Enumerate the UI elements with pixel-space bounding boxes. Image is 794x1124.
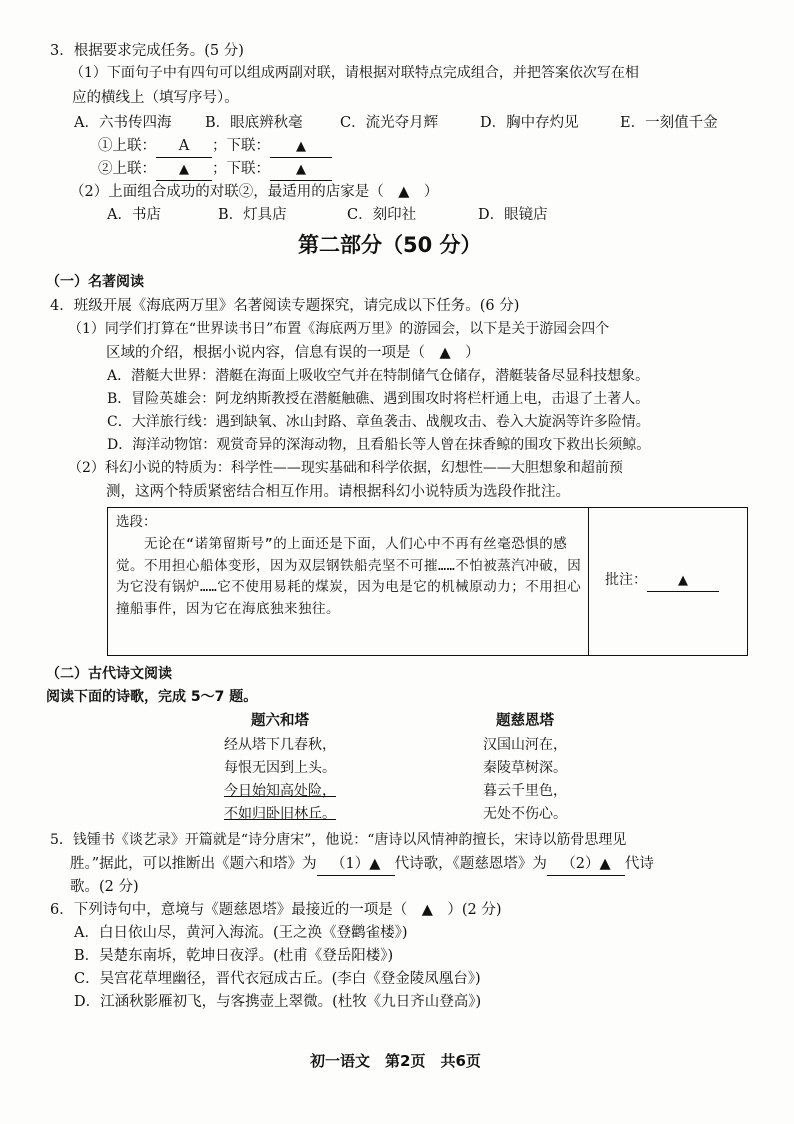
q3-sub2-option-b: B．灯具店 [218,207,287,223]
poem-cien-line: 无处不伤心。 [483,806,567,823]
q6-option-d: D．江涵秋影雁初飞，与客携壶上翠微。(杜牧《九日齐山登高》) [74,994,482,1010]
q5-text-c: 代诗 [624,856,654,872]
annotation-label: 批注： [605,572,647,588]
poem-liuhe-line: 今日始知高处险， [224,783,336,800]
excerpt-table [107,507,748,656]
q5-text-b: 代诗歌，《题慈恩塔》为 [394,856,547,872]
annotation-blank[interactable]: ▲ [647,571,719,592]
q3-stem: 3．根据要求完成任务。(5 分) [50,43,244,59]
q4-1-line2: 区域的介绍，根据小说内容，信息有误的一项是（ ▲ ） [106,345,480,361]
q3-option-c: C．流光夺月辉 [340,115,439,131]
poem-cien-line: 暮云千里色， [483,783,567,800]
pair2-upper-label: ②上联： [98,161,156,177]
q3-sub1-line2: 应的横线上（填写序号）。 [72,90,239,106]
q4-stem: 4．班级开展《海底两万里》名著阅读专题探究，请完成以下任务。(6 分) [50,298,520,314]
q3-pair2 [98,158,332,181]
q3-option-e: E．一刻值千金 [620,115,718,131]
poem-cien [470,710,580,826]
table-divider [588,508,589,655]
q5-line2 [70,853,654,876]
pair1-lower-label: ；下联： [212,138,270,154]
q6-option-c: C．吴宫花草埋幽径，晋代衣冠成古丘。(李白《登金陵凤凰台》) [74,971,481,987]
q4-1-option-a: A．潜艇大世界：潜艇在海面上吸收空气并在特制储气仓储存，潜艇装备尽显科技想象。 [107,368,650,384]
q3-option-a: A．六书传四海 [74,115,172,131]
q3-sub2-option-d: D．眼镜店 [478,207,548,223]
q5-line1: 5．钱锺书《谈艺录》开篇就是“诗分唐宋”，他说：“唐诗以风情神韵擅长，宋诗以筋骨思理见 [50,832,627,848]
poem-liuhe-line: 不如归卧旧林丘。 [224,806,336,823]
q5-blank-2[interactable]: （2）▲ [547,853,625,876]
q5-line3: 歌。(2 分) [70,879,139,895]
q3-option-d: D．胸中存灼见 [480,115,579,131]
q4-1-option-b: B．冒险英雄会：阿龙纳斯教授在潜艇触礁、遇到围攻时将栏杆通上电，击退了土著人。 [107,391,650,407]
q6-option-b: B．吴楚东南坼，乾坤日夜浮。(杜甫《登岳阳楼》) [74,948,394,964]
annotation-cell [605,570,719,592]
q4-1-line1: （1）同学们打算在“世界读书日”布置《海底两万里》的游园会，以下是关于游园会四个 [68,321,610,337]
q4-1-option-d: D．海洋动物馆：观赏奇异的深海动物，且看船长等人曾在抹香鲸的围攻下救出长须鲸。 [107,437,651,453]
q4-2-line1: （2）科幻小说的特质为：科学性——现实基础和科学依据，幻想性——大胆想象和超前预 [68,460,623,476]
q4-2-line2: 测，这两个特质紧密结合相互作用。请根据科幻小说特质为选段作批注。 [106,484,570,500]
pair2-upper-blank[interactable]: ▲ [156,160,212,181]
section1-heading: （一）名著阅读 [46,274,144,290]
q3-option-b: B．眼底辨秋毫 [205,115,303,131]
pair2-lower-blank[interactable]: ▲ [270,160,332,181]
q3-sub2-option-c: C．刻印社 [347,207,417,223]
page-footer: 初一语文 第2页 共6页 [310,1052,481,1070]
poem-cien-title: 题慈恩塔 [496,713,554,729]
q6-option-a: A．白日依山尽，黄河入海流。(王之涣《登鹳雀楼》) [74,925,408,941]
pair1-lower-blank[interactable]: ▲ [270,137,332,158]
q3-sub1-line1: （1）下面句子中有四句可以组成两副对联，请根据对联特点完成组合，并把答案依次写在相 [70,65,639,81]
q3-sub2-option-a: A．书店 [107,207,161,223]
excerpt-label: 选段： [116,514,157,530]
poem-liuhe-line: 经从塔下几春秋， [224,736,336,753]
poem-cien-line: 汉国山河在， [483,736,567,753]
part2-title: 第二部分（50 分） [298,233,482,257]
section2-heading: （二）古代诗文阅读 [46,666,172,682]
pair1-upper-label: ①上联： [98,138,156,154]
poem-liuhe-line: 每恨无因到上头。 [224,760,336,777]
q4-1-option-c: C．大洋旅行线：遇到缺氧、冰山封路、章鱼袭击、战舰攻击、卷入大旋涡等许多险情。 [107,414,650,430]
q3-sub2: （2）上面组合成功的对联②，最适用的店家是（ ▲ ） [70,184,439,200]
poem-liuhe-title: 题六和塔 [251,713,309,729]
poem-cien-line: 秦陵草树深。 [483,760,567,777]
q3-pair1 [98,135,332,158]
q5-text-a: 胜。”据此，可以推断出《题六和塔》为 [70,856,317,872]
pair1-upper-answer[interactable]: A [156,135,212,158]
excerpt-text: 无论在“诺第留斯号”的上面还是下面，人们心中不再有丝毫恐惧的感觉。不用担心船体变形，因为双层钢铁船壳坚不可摧……不怕被蒸汽冲破，因为它没有锅炉……它不使用易耗的煤炭，因为电是它的机械原动力；不用担心撞船事件，因为它在海底独来独往。 [116,536,582,617]
pair2-lower-label: ；下联： [212,161,270,177]
q5-blank-1[interactable]: （1）▲ [317,853,395,876]
section2-intro: 阅读下面的诗歌，完成 5～7 题。 [46,689,258,705]
q6-stem: 6．下列诗句中，意境与《题慈恩塔》最接近的一项是（ ▲ ）(2 分) [50,902,502,918]
poem-liuhe [210,710,350,826]
